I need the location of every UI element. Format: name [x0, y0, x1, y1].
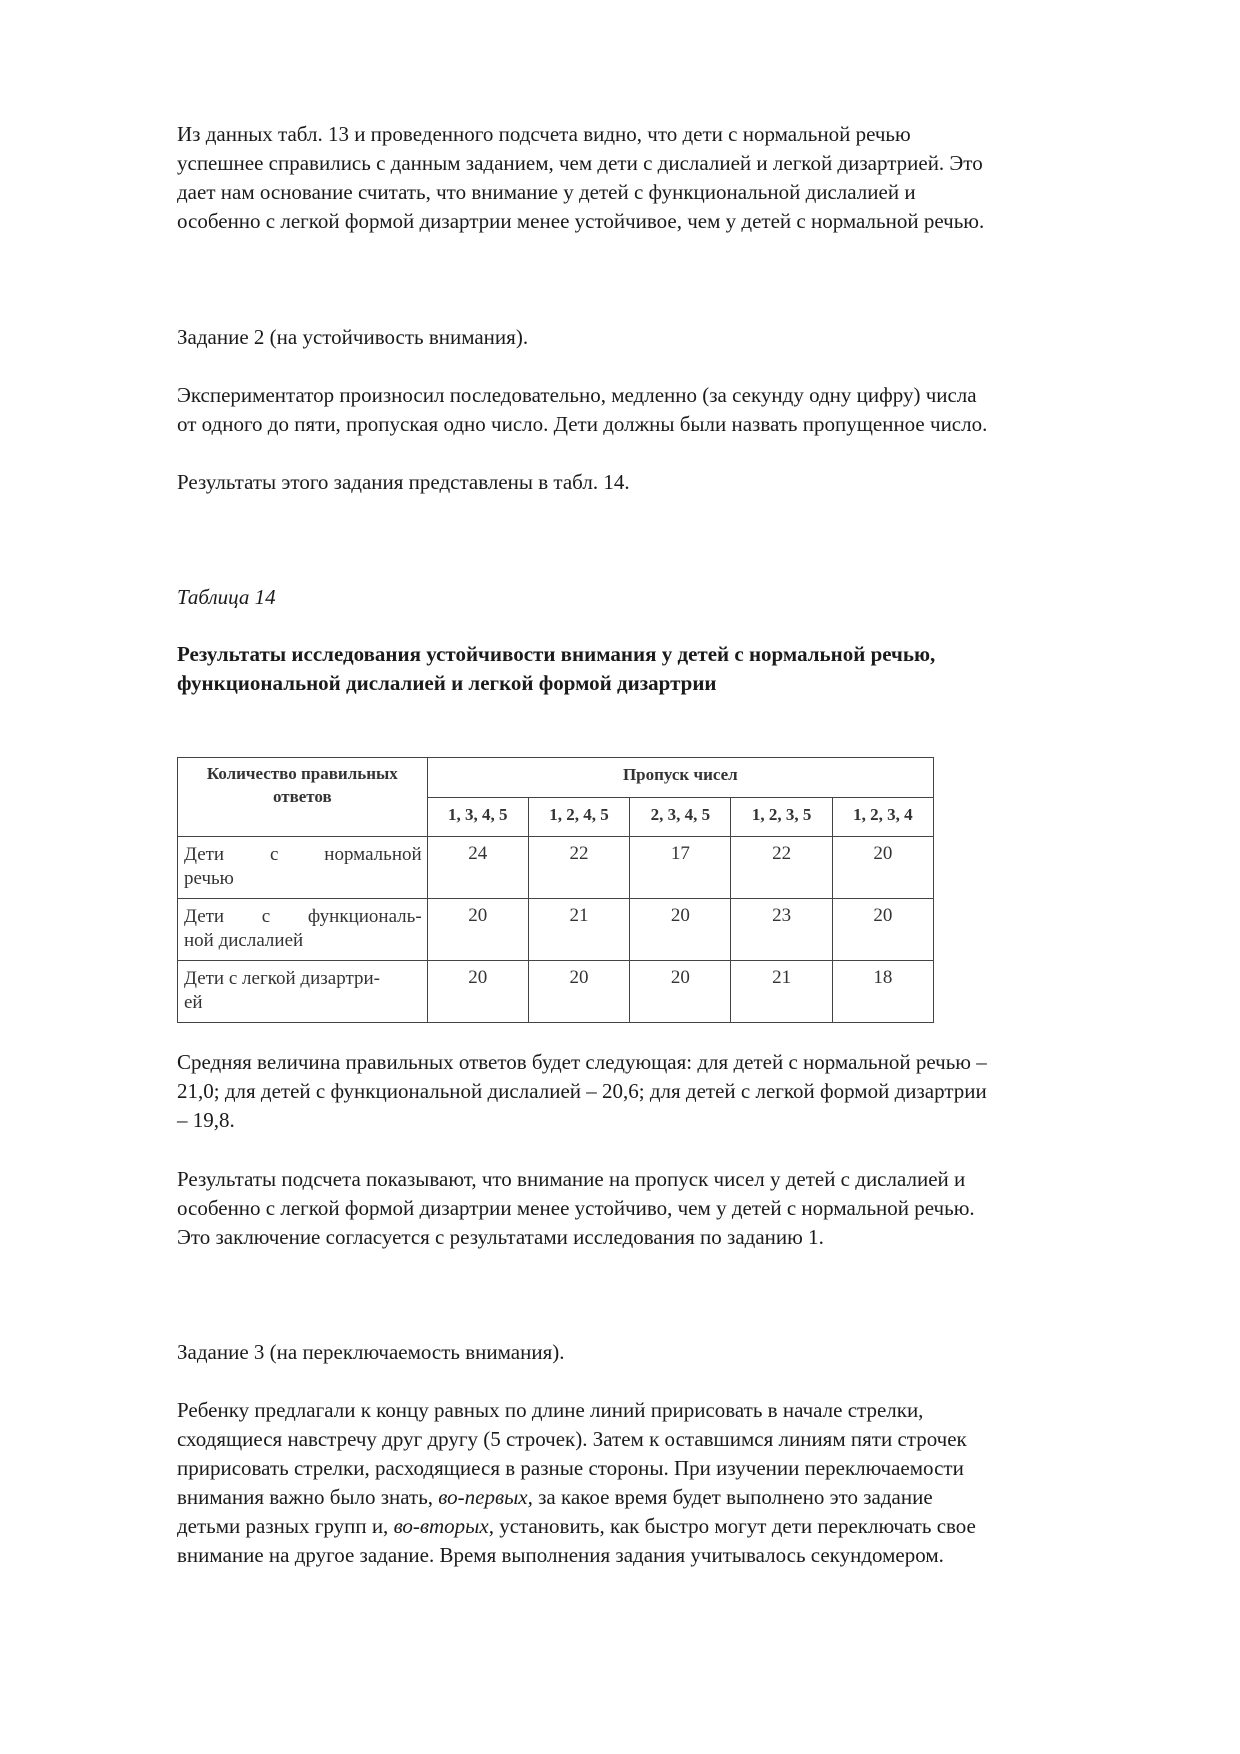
row-label-word: с	[269, 844, 279, 865]
table-cell: 22	[528, 837, 629, 899]
text-line: дает нам основание считать, что внимание у детей с функциональной дислалией и	[177, 180, 916, 204]
table-title-line: функциональной дислалией и легкой формой дизартрии	[177, 671, 717, 695]
row-label-word: Дети	[184, 906, 225, 927]
emphasis-text: во-вторых,	[393, 1514, 494, 1538]
text-line: особенно с легкой формой дизартрии менее устойчивое, чем у детей с нормальной речью.	[177, 209, 985, 233]
corner-header	[178, 758, 428, 837]
row-label-line	[184, 905, 422, 929]
task3-heading-text: Задание 3 (на переключаемость внимания).	[177, 1340, 565, 1364]
row-label-word: с	[261, 906, 271, 927]
column-header: 2, 3, 4, 5	[630, 797, 731, 837]
table-cell: 18	[832, 961, 933, 1023]
row-label-word: функциональ-	[307, 906, 422, 927]
group-header: Пропуск чисел	[427, 758, 933, 798]
text-fragment: детьми разных групп и,	[177, 1514, 394, 1538]
text-line: Из данных табл. 13 и проведенного подсчета видно, что дети с нормальной речью	[177, 122, 911, 146]
row-label	[178, 837, 428, 899]
table-title-line: Результаты исследования устойчивости внимания у детей с нормальной речью,	[177, 642, 936, 666]
column-header: 1, 2, 3, 5	[731, 797, 832, 837]
table-cell: 21	[731, 961, 832, 1023]
table-cell: 23	[731, 899, 832, 961]
text-line: успешнее справились с данным заданием, чем дети с дислалией и легкой дизартрией. Это	[177, 151, 983, 175]
table-cell: 20	[528, 961, 629, 1023]
emphasis-text: во-первых,	[438, 1485, 533, 1509]
row-label-line: Дети с легкой дизартри-	[184, 968, 380, 989]
table-cell: 20	[630, 961, 731, 1023]
results-table	[177, 757, 934, 1023]
paragraph-task2-conclusion	[177, 1165, 1167, 1252]
text-line: Результаты этого задания представлены в табл. 14.	[177, 470, 630, 494]
table-row	[178, 899, 934, 961]
corner-header-line: Количество правильных	[206, 764, 398, 783]
table-cell: 21	[528, 899, 629, 961]
table-cell: 17	[630, 837, 731, 899]
text-line: внимание на другое задание. Время выполнения задания учитывалось секундомером.	[177, 1543, 944, 1567]
table-cell: 22	[731, 837, 832, 899]
corner-header-line: ответов	[272, 787, 332, 806]
paragraph-task2-description	[177, 381, 1167, 439]
text-fragment: за какое время будет выполнено это задание	[532, 1485, 933, 1509]
row-label-line: речью	[184, 868, 234, 889]
column-header: 1, 2, 3, 4	[832, 797, 933, 837]
task2-heading-text: Задание 2 (на устойчивость внимания).	[177, 325, 529, 349]
text-line: 21,0; для детей с функциональной дислалией – 20,6; для детей с легкой формой дизартрии	[177, 1079, 987, 1103]
text-line: Результаты подсчета показывают, что внимание на пропуск чисел у детей с дислалией и	[177, 1167, 966, 1191]
paragraph-averages	[177, 1048, 1167, 1135]
text-line: пририсовать стрелки, расходящиеся в разные стороны. При изучении переключаемости	[177, 1456, 964, 1480]
table-cell: 20	[832, 837, 933, 899]
text-line	[177, 1512, 1167, 1541]
row-label-word: Дети	[184, 844, 225, 865]
table-cell: 20	[630, 899, 731, 961]
text-line: сходящиеся навстречу друг другу (5 строчек). Затем к оставшимся линиям пяти строчек	[177, 1427, 967, 1451]
text-fragment: установить, как быстро могут дети переключать свое	[493, 1514, 976, 1538]
row-label	[178, 899, 428, 961]
text-line: – 19,8.	[177, 1108, 235, 1132]
text-line: от одного до пяти, пропуская одно число. Дети должны были назвать пропущенное число.	[177, 412, 988, 436]
row-label	[178, 961, 428, 1023]
text-line: Экспериментатор произносил последовательно, медленно (за секунду одну цифру) числа	[177, 383, 977, 407]
text-fragment: внимания важно было знать,	[177, 1485, 439, 1509]
row-label-line: ей	[184, 992, 203, 1013]
row-label-line	[184, 843, 422, 867]
text-line: Ребенку предлагали к концу равных по длине линий пририсовать в начале стрелки,	[177, 1398, 924, 1422]
table-cell: 20	[427, 899, 528, 961]
paragraph-task2-results-ref	[177, 468, 1167, 497]
paragraph-conclusion-table13	[177, 120, 1167, 236]
table-row	[178, 961, 934, 1023]
column-header: 1, 2, 4, 5	[528, 797, 629, 837]
row-label-word: нормальной	[324, 844, 422, 865]
table-cell: 20	[832, 899, 933, 961]
text-line: Средняя величина правильных ответов будет следующая: для детей с нормальной речью –	[177, 1050, 987, 1074]
task2-heading	[177, 323, 1167, 352]
task3-heading	[177, 1338, 1167, 1367]
table-title	[177, 640, 1157, 698]
text-line: особенно с легкой формой дизартрии менее устойчиво, чем у детей с нормальной речью.	[177, 1196, 975, 1220]
table-cell: 20	[427, 961, 528, 1023]
row-label-line: ной дислалией	[184, 930, 304, 951]
table-row	[178, 837, 934, 899]
column-header: 1, 3, 4, 5	[427, 797, 528, 837]
table-caption: Таблица 14	[177, 585, 276, 609]
text-line	[177, 1483, 1167, 1512]
table-cell: 24	[427, 837, 528, 899]
paragraph-task3-description	[177, 1396, 1167, 1570]
text-line: Это заключение согласуется с результатами исследования по заданию 1.	[177, 1225, 824, 1249]
